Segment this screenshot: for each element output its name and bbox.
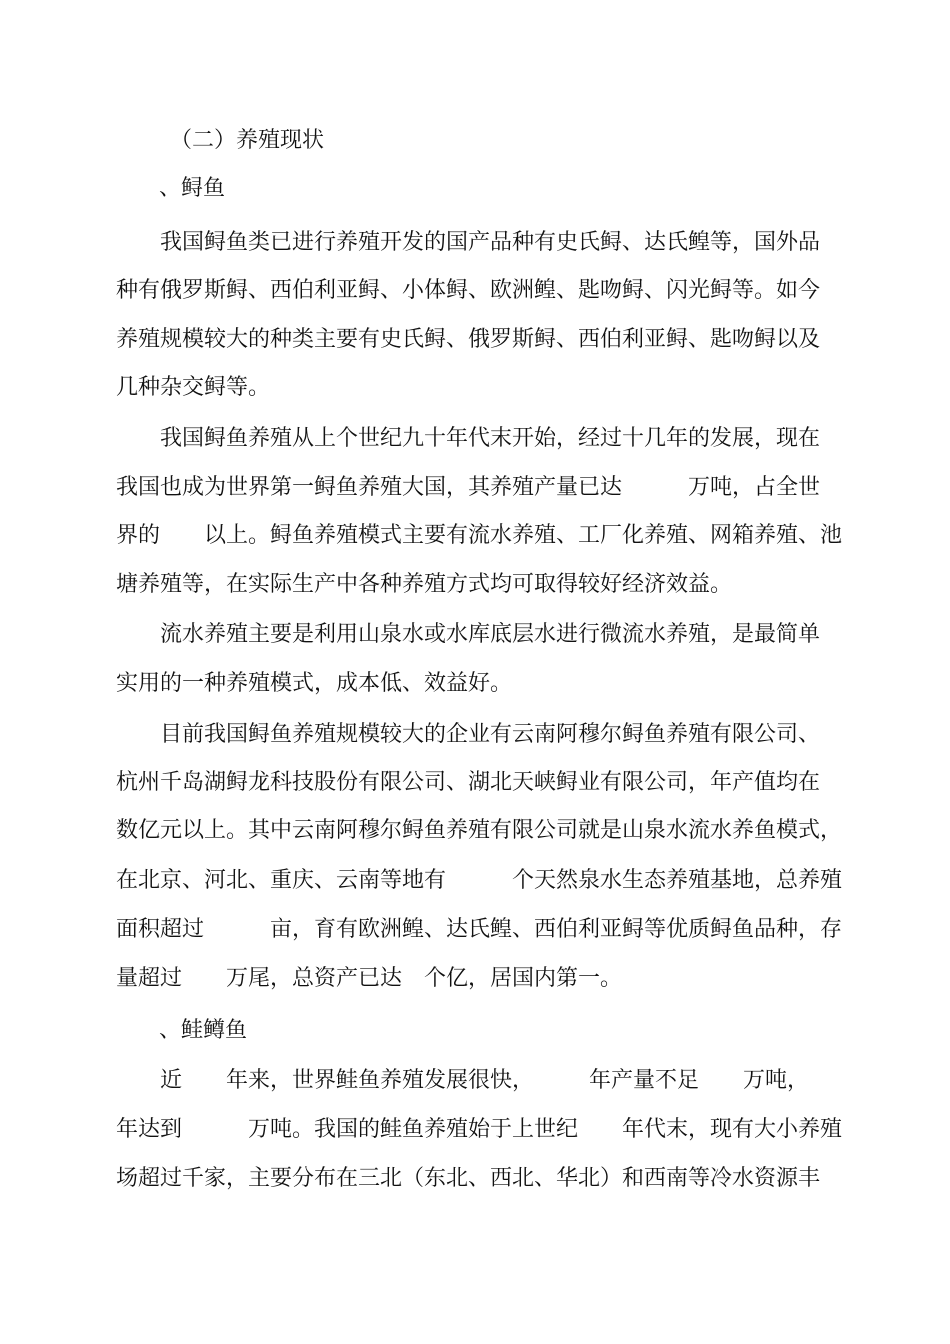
paragraph-line: 年达到 万吨。我国的鲑鱼养殖始于上世纪 年代末，现有大小养殖 <box>116 1117 843 1142</box>
paragraph-line: 几种杂交鲟等。 <box>116 375 271 400</box>
section-heading: （二）养殖现状 <box>170 128 325 153</box>
paragraph-line: 实用的一种养殖模式，成本低、效益好。 <box>116 671 513 696</box>
paragraph-line: 种有俄罗斯鲟、西伯利亚鲟、小体鲟、欧洲鳇、匙吻鲟、闪光鲟等。如今 <box>116 278 821 303</box>
paragraph-line: 我国鲟鱼类已进行养殖开发的国产品种有史氏鲟、达氏鳇等，国外品 <box>160 230 821 255</box>
paragraph-line: 我国鲟鱼养殖从上个世纪九十年代末开始，经过十几年的发展，现在 <box>160 426 821 451</box>
paragraph-line: 我国也成为世界第一鲟鱼养殖大国，其养殖产量已达 万吨，占全世 <box>116 475 821 500</box>
paragraph-line: 杭州千岛湖鲟龙科技股份有限公司、湖北天峡鲟业有限公司，年产值均在 <box>116 770 821 795</box>
paragraph-line: 目前我国鲟鱼养殖规模较大的企业有云南阿穆尔鲟鱼养殖有限公司、 <box>160 722 821 747</box>
paragraph-line: 流水养殖主要是利用山泉水或水库底层水进行微流水养殖，是最简单 <box>160 622 821 647</box>
paragraph-line: 在北京、河北、重庆、云南等地有 个天然泉水生态养殖基地，总养殖 <box>116 868 843 893</box>
paragraph-line: 养殖规模较大的种类主要有史氏鲟、俄罗斯鲟、西伯利亚鲟、匙吻鲟以及 <box>116 327 821 352</box>
sub-heading-salmon-trout: 、鲑鳟鱼 <box>159 1018 248 1043</box>
paragraph-line: 近 年来，世界鲑鱼养殖发展很快， 年产量不足 万吨， <box>160 1068 810 1093</box>
paragraph-line: 塘养殖等，在实际生产中各种养殖方式均可取得较好经济效益。 <box>116 572 733 597</box>
paragraph-line: 量超过 万尾，总资产已达 个亿，居国内第一。 <box>116 966 623 991</box>
paragraph-line: 场超过千家，主要分布在三北（东北、西北、华北）和西南等冷水资源丰 <box>116 1166 821 1191</box>
paragraph-line: 面积超过 亩，育有欧洲鳇、达氏鳇、西伯利亚鲟等优质鲟鱼品种，存 <box>116 917 843 942</box>
sub-heading-sturgeon: 、鲟鱼 <box>159 176 226 201</box>
paragraph-line: 数亿元以上。其中云南阿穆尔鲟鱼养殖有限公司就是山泉水流水养鱼模式， <box>116 818 843 843</box>
paragraph-line: 界的 以上。鲟鱼养殖模式主要有流水养殖、工厂化养殖、网箱养殖、池 <box>116 523 843 548</box>
